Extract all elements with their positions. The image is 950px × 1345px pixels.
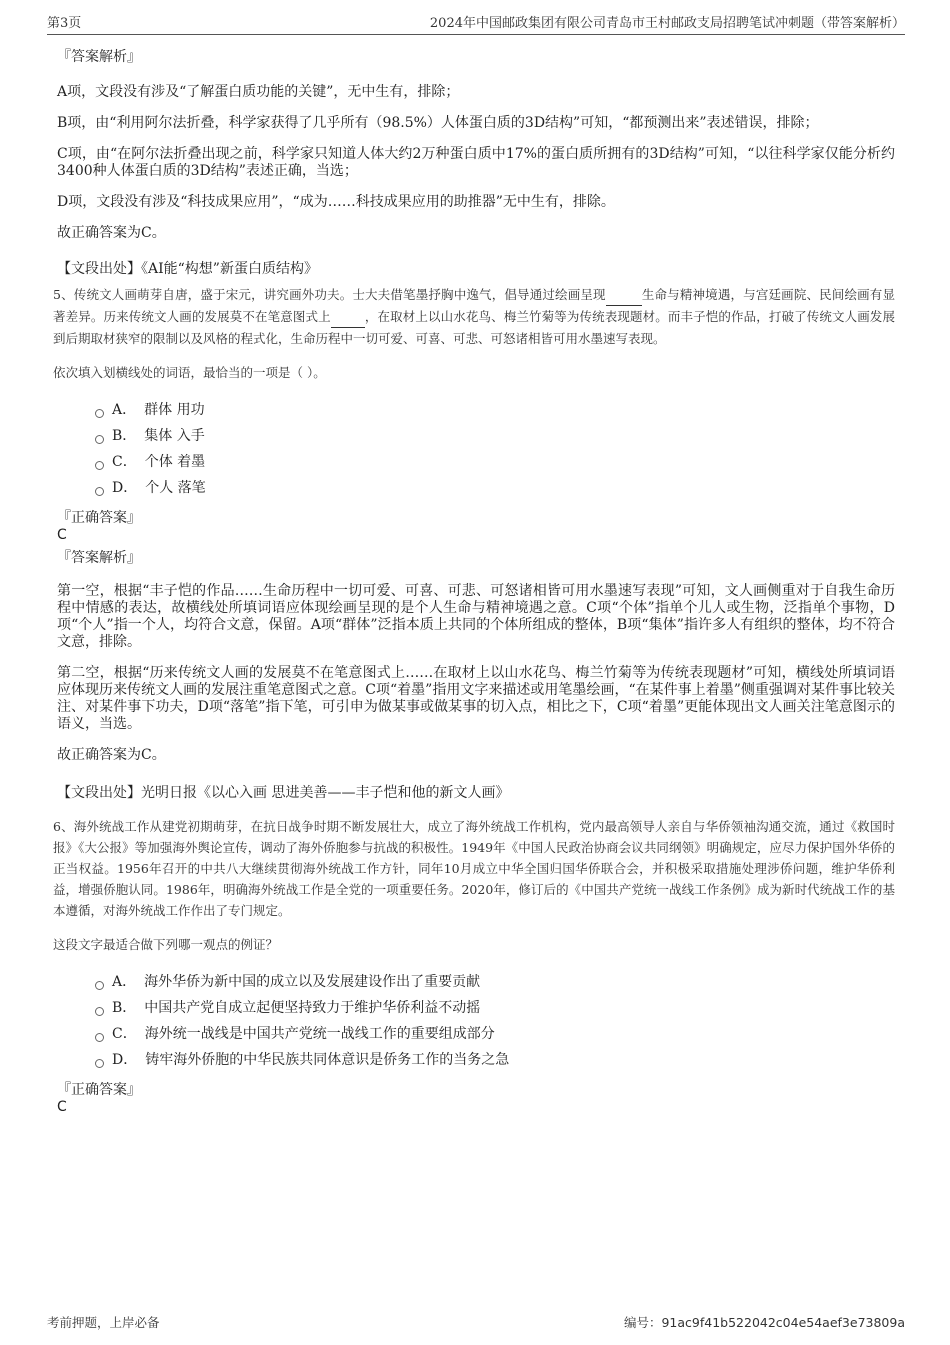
q5-option-c[interactable] <box>95 449 895 475</box>
radio-icon[interactable] <box>95 409 104 418</box>
option-text: 个人 落笔 <box>145 480 206 496</box>
option-text: 海外华侨为新中国的成立以及发展建设作出了重要贡献 <box>144 974 481 990</box>
q5-analysis-label: 『答案解析』 <box>57 550 141 566</box>
document-title: 2024年中国邮政集团有限公司青岛市王村邮政支局招聘笔试冲刺题（带答案解析） <box>429 16 905 31</box>
q5-text-part-3: ，在取材上以山水花鸟、梅兰竹菊等为传统表现题材。而丰子恺的作品，打破了传统文人画发展到后期取材狭窄的限制以及风格的程式化，生命历程中一切可爱、可喜、可悲、可怒诸相皆可用水墨速写表现。 <box>53 309 895 346</box>
document-code <box>624 1313 905 1331</box>
q6-answer-label: 『正确答案』 <box>57 1082 141 1098</box>
option-letter: D． <box>112 480 138 496</box>
footer-slogan: 考前押题，上岸必备 <box>47 1315 160 1330</box>
option-letter: D． <box>112 1052 138 1068</box>
document-code-value: 91ac9f41b522042c04e54aef3e73809a <box>661 1315 905 1330</box>
option-text: 中国共产党自成立起便坚持致力于维护华侨利益不动摇 <box>144 1000 481 1016</box>
q6-option-d[interactable] <box>95 1047 895 1073</box>
document-body <box>53 46 895 1123</box>
option-letter: B． <box>112 428 137 444</box>
q5-blank-2 <box>331 306 365 328</box>
q5-text-part-2: 生命与精神境遇，与宫廷画院、民间绘画有显著差异。历来传统文人画的发展莫不在笔意图式上 <box>53 287 895 324</box>
q5-question-text <box>53 284 895 349</box>
radio-icon[interactable] <box>95 487 104 496</box>
q6-question-text: 6、海外统战工作从建党初期萌芽，在抗日战争时期不断发展壮大，成立了海外统战工作机构，党内最高领导人亲自与华侨领袖沟通交流，通过《救国时报》《大公报》等加强海外舆论宣传，调动了海外侨胞参与抗战的积极性。1949年《中国人民政治协商会议共同纲领》明确规定，应尽力保护国外华侨的正当权益。1956年召开的中共八大继续贯彻海外统战工作方针，同年10月成立中华全国归国华侨联合会，并积极采取措施处理涉侨问题，维护华侨利益，增强侨胞认同。1986年，明确海外统战工作是全党的一项重要任务。2020年，修订后的《中国共产党统一战线工作条例》成为新时代统战工作的基本遵循，对海外统战工作作出了专门规定。 <box>53 819 895 918</box>
radio-icon[interactable] <box>95 1007 104 1016</box>
option-text: 群体 用功 <box>144 402 205 418</box>
q6-option-b[interactable] <box>95 995 895 1021</box>
option-letter: C． <box>112 454 137 470</box>
radio-icon[interactable] <box>95 1033 104 1042</box>
option-text: 集体 入手 <box>144 428 205 444</box>
q4-analysis-d: D项，文段没有涉及“科技成果应用”，“成为……科技成果应用的助推器”无中生有，排除。 <box>57 194 615 210</box>
q5-answer: C <box>57 527 67 543</box>
q6-options <box>95 969 895 1073</box>
page-header <box>47 12 905 35</box>
document-code-label: 编号： <box>623 1315 662 1330</box>
q5-answer-label: 『正确答案』 <box>57 510 141 526</box>
q6-answer: C <box>57 1099 67 1115</box>
q4-analysis-a: A项，文段没有涉及“了解蛋白质功能的关键”，无中生有，排除； <box>57 84 460 100</box>
q4-source: 【文段出处】《AI能“构想”新蛋白质结构》 <box>57 261 318 277</box>
q5-option-d[interactable] <box>95 475 895 501</box>
q5-analysis-2: 第二空，根据“历来传统文人画的发展莫不在笔意图式上……在取材上以山水花鸟、梅兰竹菊等为传统表现题材”可知，横线处所填词语应体现历来传统文人画的发展注重笔意图式之意。C项“着墨”指用文字来描述或用笔墨绘画，“在某件事上着墨”侧重强调对某件事比较关注、对某件事下功夫，D项“落笔”指下笔，可引申为做某事或做某事的切入点，相比之下，C项“着墨”更能体现出文人画关注笔意图示的语义，当选。 <box>57 665 895 732</box>
radio-icon[interactable] <box>95 461 104 470</box>
option-letter: A． <box>112 402 137 418</box>
radio-icon[interactable] <box>95 981 104 990</box>
q5-prompt: 依次填入划横线处的词语，最恰当的一项是（ ）。 <box>53 365 326 380</box>
q4-analysis-label: 『答案解析』 <box>57 49 141 65</box>
q5-conclusion: 故正确答案为C。 <box>57 747 166 763</box>
page-number: 第3页 <box>47 16 82 31</box>
q4-analysis-c: C项，由“在阿尔法折叠出现之前，科学家只知道人体大约2万种蛋白质中17%的蛋白质所拥有的3D结构”可知，“以往科学家仅能分析约3400种人体蛋白质的3D结构”表述正确，当选； <box>57 146 895 179</box>
radio-icon[interactable] <box>95 435 104 444</box>
q4-conclusion: 故正确答案为C。 <box>57 225 166 241</box>
q6-prompt: 这段文字最适合做下列哪一观点的例证？ <box>53 937 279 952</box>
option-text: 铸牢海外侨胞的中华民族共同体意识是侨务工作的当务之急 <box>145 1052 510 1068</box>
q5-blank-1 <box>606 284 642 306</box>
option-letter: A． <box>112 974 137 990</box>
q4-analysis-b: B项，由“利用阿尔法折叠，科学家获得了几乎所有（98.5%）人体蛋白质的3D结构”可知，“都预测出来”表述错误，排除； <box>57 115 819 131</box>
q5-options <box>95 397 895 501</box>
radio-icon[interactable] <box>95 1059 104 1068</box>
option-letter: B． <box>112 1000 137 1016</box>
q6-option-a[interactable] <box>95 969 895 995</box>
option-letter: C． <box>112 1026 137 1042</box>
q6-option-c[interactable] <box>95 1021 895 1047</box>
q5-text-part-1: 5、传统文人画萌芽自唐，盛于宋元，讲究画外功夫。士大夫借笔墨抒胸中逸气，倡导通过绘画呈现 <box>53 287 606 302</box>
option-text: 海外统一战线是中国共产党统一战线工作的重要组成部分 <box>144 1026 495 1042</box>
q5-source: 【文段出处】光明日报《以心入画 思进美善——丰子恺和他的新文人画》 <box>57 785 510 801</box>
q5-option-a[interactable] <box>95 397 895 423</box>
option-text: 个体 着墨 <box>144 454 206 470</box>
page-footer <box>47 1313 905 1331</box>
q5-analysis-1: 第一空，根据“丰子恺的作品……生命历程中一切可爱、可喜、可悲、可怒诸相皆可用水墨速写表现”可知，文人画侧重对于自我生命历程中情感的表达，故横线处所填词语应体现绘画呈现的是个人生命与精神境遇之意。C项“个体”指单个儿人或生物，泛指单个事物，D项“个人”指一个人，均符合文意，保留。A项“群体”泛指本质上共同的个体所组成的整体，B项“集体”指许多人有组织的整体，均不符合文意，排除。 <box>57 583 895 650</box>
q5-option-b[interactable] <box>95 423 895 449</box>
